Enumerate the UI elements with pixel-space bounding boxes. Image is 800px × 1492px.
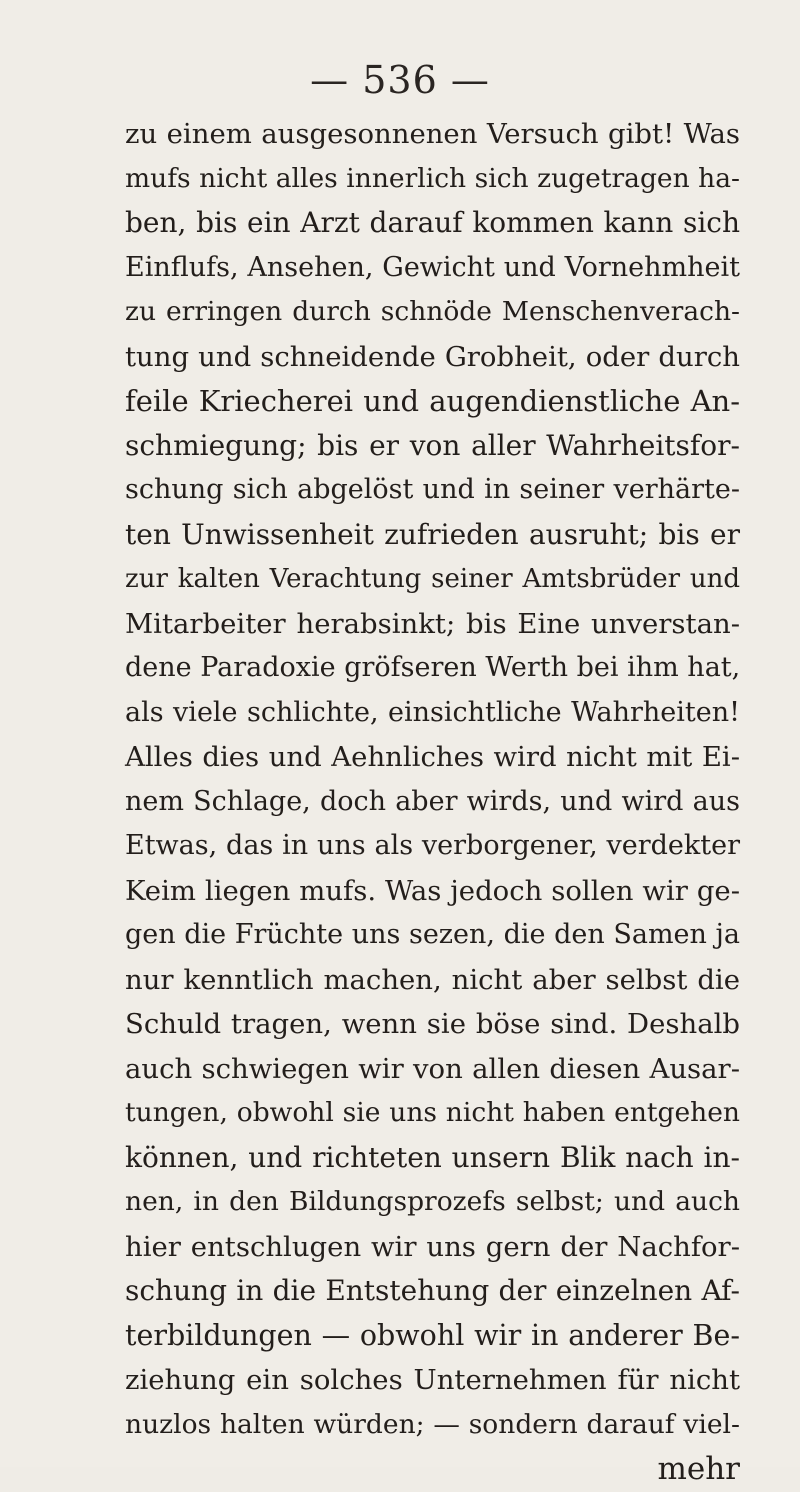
text-line: feile Kriecherei und augendienstliche An- [125, 384, 740, 418]
text-line: können, und richteten unsern Blik nach in- [125, 1140, 740, 1174]
text-line: zu einem ausgesonnenen Versuch gibt! Was [125, 118, 740, 150]
text-line: nen, in den Bildungsprozefs selbst; und auch [125, 1186, 740, 1217]
text-line: zur kalten Verachtung seiner Amtsbrüder und [125, 564, 740, 594]
text-line: als viele schlichte, einsichtliche Wahrheiten! [125, 696, 740, 728]
body-text [125, 112, 740, 1492]
text-line: Einflufs, Ansehen, Gewicht und Vornehmheit [125, 251, 740, 283]
text-line: terbildungen — obwohl wir in anderer Be- [125, 1318, 740, 1352]
text-line: schung in die Entstehung der einzelnen Af- [125, 1274, 740, 1307]
text-line: nem Schlage, doch aber wirds, und wird aus [125, 785, 740, 817]
text-line: schmiegung; bis er von aller Wahrheitsfor- [125, 428, 740, 462]
text-line: nur kenntlich machen, nicht aber selbst die [125, 963, 740, 996]
text-line: auch schwiegen wir von allen diesen Ausar- [125, 1052, 740, 1085]
text-line: zu erringen durch schnöde Menschenverach- [125, 296, 740, 327]
text-line: nuzlos halten würden; — sondern darauf viel- [125, 1408, 740, 1440]
text-line: gen die Früchte uns sezen, die den Samen ja [125, 919, 740, 950]
text-line: ziehung ein solches Unternehmen für nicht [125, 1364, 740, 1396]
text-line: ben, bis ein Arzt darauf kommen kann sich [125, 206, 740, 239]
page-number: — 536 — [310, 58, 490, 102]
text-line: Alles dies und Aehnliches wird nicht mit Ei- [125, 741, 740, 773]
text-line: mehr [657, 1451, 740, 1487]
text-line: schung sich abgelöst und in seiner verhärte- [125, 474, 740, 505]
text-line: hier entschlugen wir uns gern der Nachfor- [125, 1230, 740, 1263]
text-line: Schuld tragen, wenn sie böse sind. Deshalb [125, 1008, 740, 1040]
text-line: dene Paradoxie gröfseren Werth bei ihm hat, [125, 652, 741, 683]
text-line: ten Unwissenheit zufrieden ausruht; bis er [125, 517, 740, 551]
text-line: mufs nicht alles innerlich sich zugetragen ha- [125, 162, 740, 194]
text-line: tung und schneidende Grobheit, oder durch [125, 340, 740, 373]
text-line: Mitarbeiter herabsinkt; bis Eine unverstan- [125, 607, 740, 640]
text-line: Keim liegen mufs. Was jedoch sollen wir ge- [125, 874, 740, 907]
text-line: Etwas, das in uns als verborgener, verdekter [125, 830, 740, 861]
text-line: tungen, obwohl sie uns nicht haben entgehen [125, 1097, 740, 1128]
